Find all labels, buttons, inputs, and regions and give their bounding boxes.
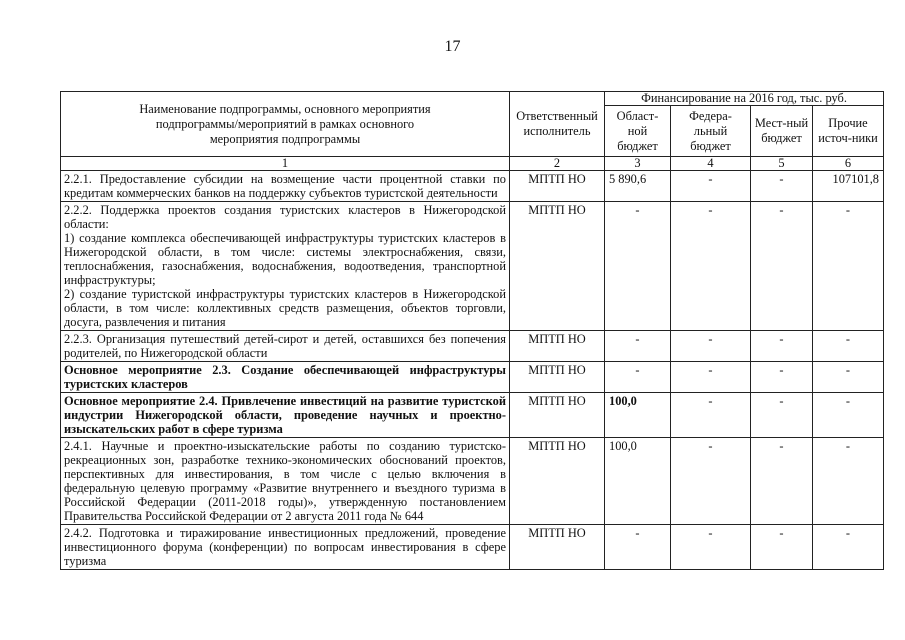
row-description-item-2: 2) создание туристской инфраструктуры туристских кластеров в Нижегородской области, в том числе: коллективных средств размещения, объектов торговли, досуга, развлечения и питания: [64, 287, 506, 329]
row-executor: МПТП НО: [510, 171, 605, 202]
row-local-budget: -: [751, 525, 813, 570]
column-number: 5: [751, 157, 813, 171]
column-number: 4: [671, 157, 751, 171]
row-other-sources: -: [813, 202, 884, 331]
row-executor: МПТП НО: [510, 202, 605, 331]
row-other-sources: -: [813, 331, 884, 362]
column-number: 1: [61, 157, 510, 171]
row-local-budget: -: [751, 393, 813, 438]
header-regional-budget: Област-ной бюджет: [605, 106, 671, 157]
row-executor: МПТП НО: [510, 438, 605, 525]
table-row: [61, 393, 884, 438]
header-executor-column: Ответственный исполнитель: [510, 92, 605, 157]
row-regional-budget: 100,0: [605, 438, 671, 525]
row-other-sources: -: [813, 438, 884, 525]
row-regional-budget: -: [605, 202, 671, 331]
row-regional-budget: -: [605, 331, 671, 362]
row-federal-budget: -: [671, 202, 751, 331]
row-other-sources: -: [813, 525, 884, 570]
table-row: [61, 171, 884, 202]
table-row: [61, 438, 884, 525]
row-description: Основное мероприятие 2.3. Создание обеспечивающей инфраструктуры туристских кластеров: [61, 362, 510, 393]
table-row: [61, 525, 884, 570]
row-executor: МПТП НО: [510, 393, 605, 438]
row-description-line: 2.2.2. Поддержка проектов создания туристских кластеров в Нижегородской области:: [64, 203, 506, 231]
header-name-column: Наименование подпрограммы, основного мероприятия подпрограммы/мероприятий в рамках основного мероприятия подпрограммы: [61, 92, 510, 157]
row-regional-budget: -: [605, 362, 671, 393]
row-local-budget: -: [751, 362, 813, 393]
page-number: 17: [444, 38, 461, 55]
row-federal-budget: -: [671, 438, 751, 525]
row-description: 2.4.1. Научные и проектно-изыскательские работы по созданию туристско-рекреационных зон, разработке технико-экономических обоснований проектов, перспективных для инвестирования, в том числе с целью включения в федеральную целевую программу «Развитие внутреннего и въездного туризма в Российской Федерации (2011-2018 годы)», утвержденную постановлением Правительства Российской Федерации от 2 августа 2011 года № 644: [61, 438, 510, 525]
table-header-row-1: [61, 92, 884, 106]
row-executor: МПТП НО: [510, 331, 605, 362]
table-row: [61, 362, 884, 393]
row-federal-budget: -: [671, 393, 751, 438]
column-number: 2: [510, 157, 605, 171]
table-row: [61, 202, 884, 331]
row-description: [61, 202, 510, 331]
row-description: 2.2.1. Предоставление субсидии на возмещение части процентной ставки по кредитам коммерческих банков на поддержку субъектов туристской деятельности: [61, 171, 510, 202]
row-regional-budget: -: [605, 525, 671, 570]
row-other-sources: 107101,8: [813, 171, 884, 202]
row-local-budget: -: [751, 202, 813, 331]
row-local-budget: -: [751, 438, 813, 525]
header-federal-budget: Федера-льный бюджет: [671, 106, 751, 157]
row-description: 2.2.3. Организация путешествий детей-сирот и детей, оставшихся без попечения родителей, по Нижегородской области: [61, 331, 510, 362]
row-federal-budget: -: [671, 171, 751, 202]
header-financing: Финансирование на 2016 год, тыс. руб.: [605, 92, 884, 106]
row-regional-budget: 100,0: [605, 393, 671, 438]
row-federal-budget: -: [671, 331, 751, 362]
row-description: Основное мероприятие 2.4. Привлечение инвестиций на развитие туристской индустрии Нижегородской области, проведение научных и проектно-изыскательских работ в сфере туризма: [61, 393, 510, 438]
financing-table: [60, 91, 884, 570]
row-federal-budget: -: [671, 525, 751, 570]
row-local-budget: -: [751, 331, 813, 362]
row-regional-budget: 5 890,6: [605, 171, 671, 202]
row-local-budget: -: [751, 171, 813, 202]
column-number: 6: [813, 157, 884, 171]
row-other-sources: -: [813, 362, 884, 393]
table-row: [61, 331, 884, 362]
header-other-sources: Прочие источ-ники: [813, 106, 884, 157]
column-number-row: [61, 157, 884, 171]
row-executor: МПТП НО: [510, 525, 605, 570]
column-number: 3: [605, 157, 671, 171]
row-executor: МПТП НО: [510, 362, 605, 393]
row-description-item-1: 1) создание комплекса обеспечивающей инфраструктуры туристских кластеров в Нижегородской области, в том числе: системы электроснабжения, связи, теплоснабжения, газоснабжения, водоснабжения, водоотведения, транспортной инфраструктуры;: [64, 231, 506, 287]
row-federal-budget: -: [671, 362, 751, 393]
row-other-sources: -: [813, 393, 884, 438]
header-local-budget: Мест-ный бюджет: [751, 106, 813, 157]
row-description: 2.4.2. Подготовка и тиражирование инвестиционных предложений, проведение инвестиционного форума (конференции) по вопросам инвестирования в сфере туризма: [61, 525, 510, 570]
